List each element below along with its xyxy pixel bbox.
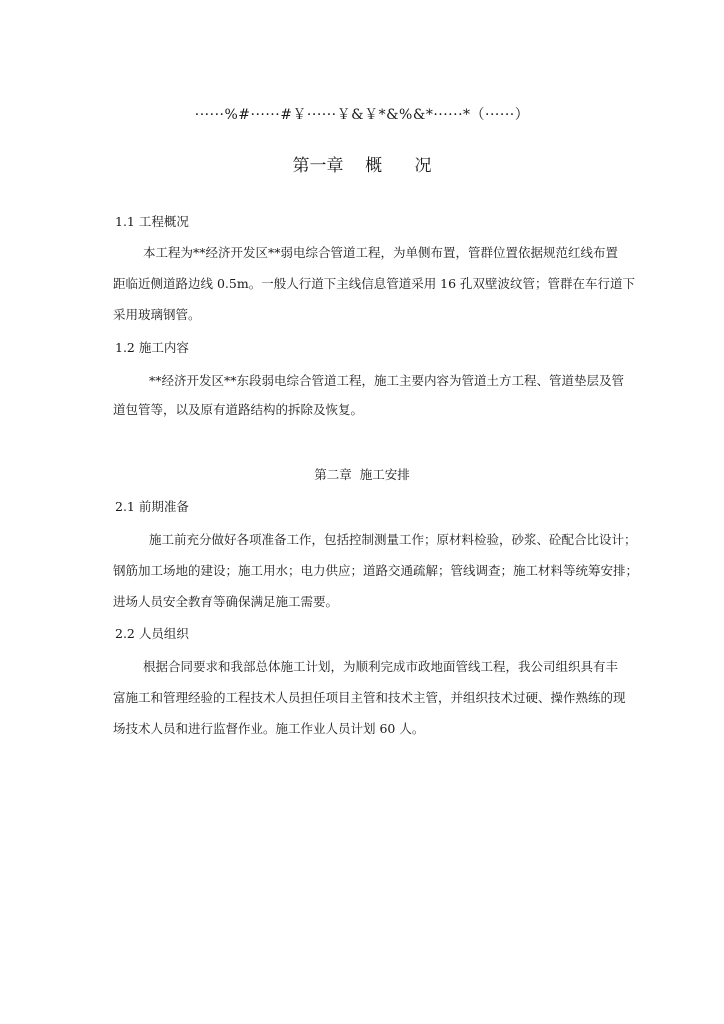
paragraph-line: 本工程为**经济开发区**弱电综合管道工程，为单侧布置，管群位置依据规范红线布置 bbox=[143, 245, 619, 260]
section-2-2-heading: 2.2 人员组织 bbox=[115, 626, 189, 641]
section-1-1-heading: 1.1 工程概况 bbox=[115, 214, 189, 229]
paragraph-line: 钢筋加工场地的建设；施工用水；电力供应；道路交通疏解；管线调查；施工材料等统筹安排； bbox=[113, 563, 639, 578]
chapter-1-title: 第一章 概 况 bbox=[292, 156, 432, 176]
paragraph-line: 施工前充分做好各项准备工作，包括控制测量工作；原材料检验，砂浆、砼配合比设计； bbox=[149, 532, 637, 547]
paragraph-line: 采用玻璃钢管。 bbox=[113, 307, 201, 322]
paragraph-line: **经济开发区**东段弱电综合管道工程，施工主要内容为管道土方工程、管道垫层及管 bbox=[149, 373, 625, 388]
paragraph-line: 根据合同要求和我部总体施工计划，为顺利完成市政地面管线工程，我公司组织具有丰 bbox=[143, 659, 619, 674]
section-2-1-heading: 2.1 前期准备 bbox=[115, 499, 189, 514]
chapter-2-title: 第二章 施工安排 bbox=[314, 467, 410, 482]
paragraph-line: 富施工和管理经验的工程技术人员担任项目主管和技术主管，并组织技术过硬、操作熟练的现 bbox=[113, 690, 626, 705]
document-title: ······%#······#￥······￥&￥*&%&*······*（······） bbox=[194, 107, 530, 123]
section-1-2-heading: 1.2 施工内容 bbox=[115, 340, 189, 355]
paragraph-line: 道包管等，以及原有道路结构的拆除及恢复。 bbox=[113, 402, 364, 417]
paragraph-line: 进场人员安全教育等确保满足施工需要。 bbox=[113, 594, 339, 609]
paragraph-line: 距临近侧道路边线 0.5m。一般人行道下主线信息管道采用 16 孔双壁波纹管；管群在车行道下 bbox=[113, 276, 636, 291]
paragraph-line: 场技术人员和进行监督作业。施工作业人员计划 60 人。 bbox=[113, 721, 425, 736]
